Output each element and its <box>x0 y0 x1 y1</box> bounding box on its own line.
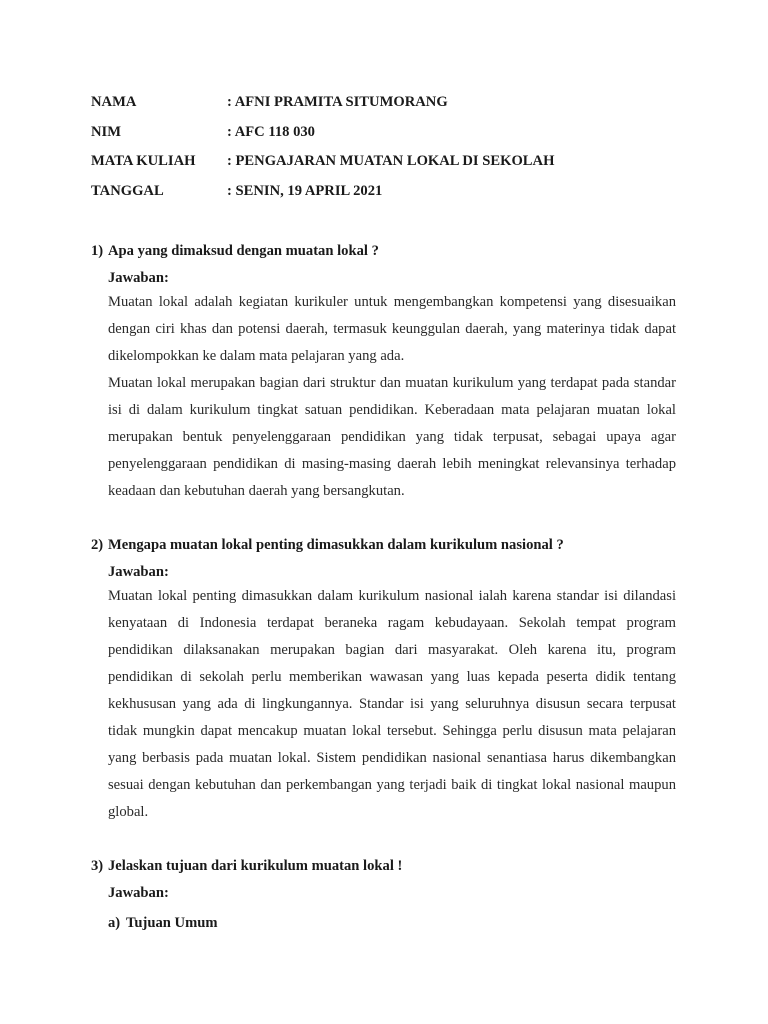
question-text: Jelaskan tujuan dari kurikulum muatan lokal ! <box>108 858 403 874</box>
answer-label: Jawaban: <box>108 270 169 286</box>
question-title <box>91 855 691 877</box>
question-title <box>91 534 691 556</box>
info-value: : AFNI PRAMITA SITUMORANG <box>227 94 448 110</box>
question-3 <box>91 855 691 934</box>
sub-heading <box>108 912 691 934</box>
info-value: : PENGAJARAN MUATAN LOKAL DI SEKOLAH <box>227 153 555 169</box>
question-number: 1) <box>91 243 104 259</box>
question-number: 2) <box>91 537 104 553</box>
info-label: TANGGAL <box>91 182 164 199</box>
info-row-nim <box>91 121 691 151</box>
question-text: Apa yang dimaksud dengan muatan lokal ? <box>108 243 379 259</box>
question-number: 3) <box>91 858 104 874</box>
answer-paragraph: Muatan lokal merupakan bagian dari struktur dan muatan kurikulum yang terdapat pada standar isi di dalam kurikulum tingkat satuan pendidikan. Keberadaan mata pelajaran muatan lokal merupakan bentuk penyelenggaraan pendidikan yang tidak terpusat, sebagai upaya agar penyelenggaraan pendidikan di masing-masing daerah lebih meningkat relevansinya terhadap keadaan dan kebutuhan daerah yang bersangkutan. <box>108 375 676 499</box>
info-row-tanggal <box>91 180 691 210</box>
info-label: MATA KULIAH <box>91 153 196 169</box>
answer-paragraph: Muatan lokal adalah kegiatan kurikuler untuk mengembangkan kompetensi yang disesuaikan dengan ciri khas dan potensi daerah, termasuk keunggulan daerah, yang materinya tidak dapat dikelompokkan ke dalam mata pelajaran yang ada. <box>108 294 676 364</box>
question-2 <box>91 534 691 826</box>
sub-heading-text: Tujuan Umum <box>126 915 218 931</box>
student-info-header <box>91 91 691 209</box>
sub-heading-number: a) <box>108 915 121 931</box>
question-text: Mengapa muatan lokal penting dimasukkan dalam kurikulum nasional ? <box>108 537 564 553</box>
info-row-mata-kuliah <box>91 150 691 180</box>
info-label: NIM <box>91 123 121 140</box>
info-label: NAMA <box>91 94 137 110</box>
info-value: : SENIN, 19 APRIL 2021 <box>227 182 383 199</box>
question-1 <box>91 240 691 505</box>
answer-label: Jawaban: <box>108 885 169 901</box>
answer-label: Jawaban: <box>108 564 169 580</box>
question-title <box>91 240 691 262</box>
answer-paragraph: Muatan lokal penting dimasukkan dalam kurikulum nasional ialah karena standar isi dilandasi kenyataan di Indonesia terdapat beraneka ragam kebudayaan. Sekolah tempat program pendidikan dilaksanakan merupakan bagian dari masyarakat. Oleh karena itu, program pendidikan di sekolah perlu memberikan wawasan yang luas kepada peserta didik tentang kekhususan yang ada di lingkungannya. Standar isi yang seluruhnya disusun secara terpusat tidak mungkin dapat mencakup muatan lokal tersebut. Sehingga perlu disusun mata pelajaran yang berbasis pada muatan lokal. Sistem pendidikan nasional senantiasa harus dikembangkan sesuai dengan kebutuhan dan perkembangan yang terjadi baik di tingkat lokal nasional maupun global. <box>108 588 676 820</box>
info-row-nama <box>91 91 691 121</box>
info-value: : AFC 118 030 <box>227 123 315 140</box>
